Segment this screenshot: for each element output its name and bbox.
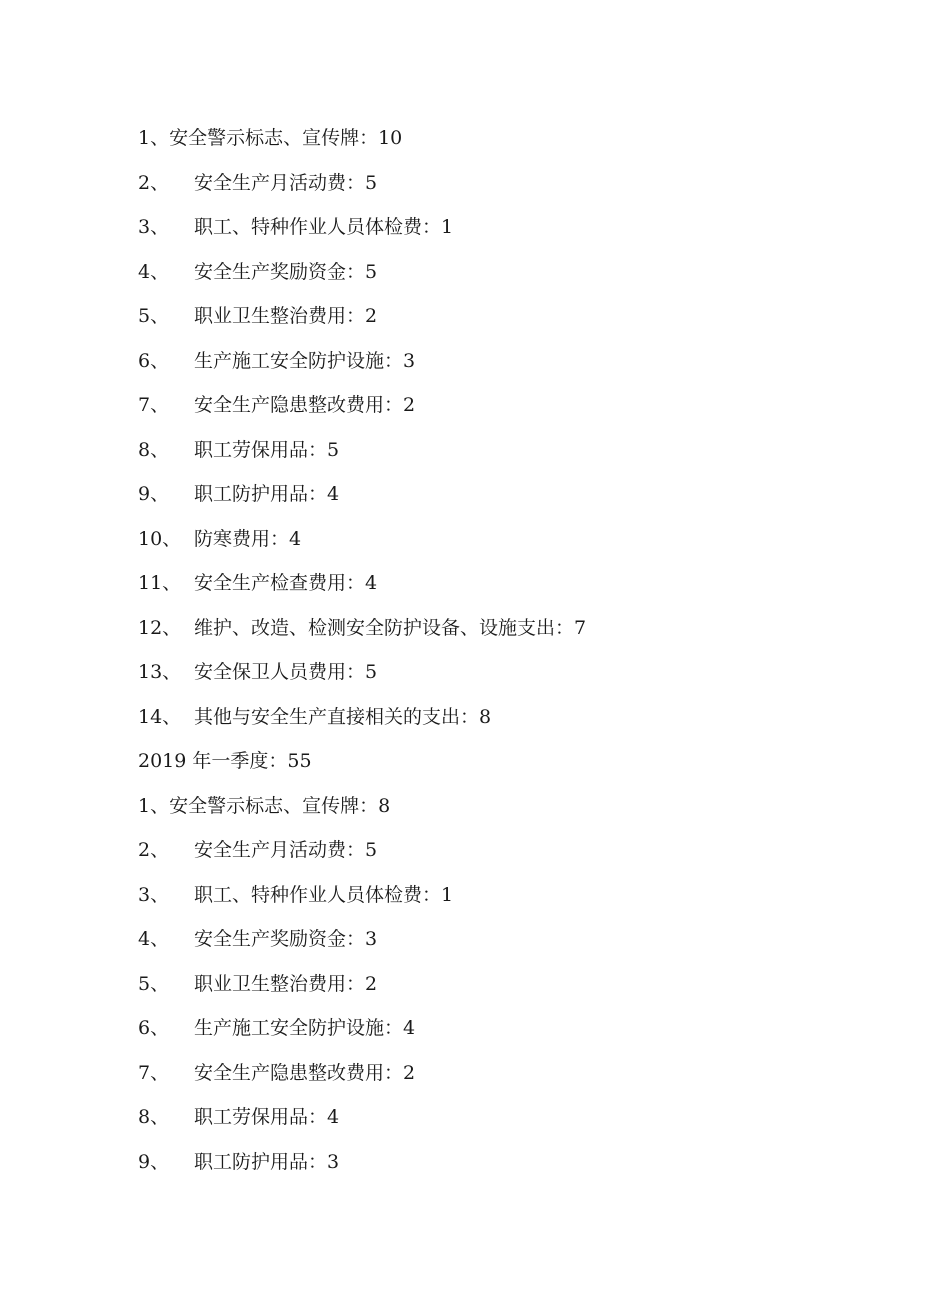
expense-list-item — [138, 161, 586, 206]
expense-list-item — [138, 294, 586, 339]
expense-item-list — [138, 116, 586, 1184]
item-text: 职工、特种作业人员体检费：1 — [194, 216, 454, 239]
expense-list-item — [138, 828, 586, 873]
item-number: 9、 — [138, 1150, 170, 1173]
expense-list-item — [138, 383, 586, 428]
item-number: 3、 — [138, 883, 170, 906]
item-text: 职业卫生整治费用：2 — [194, 972, 378, 995]
item-number: 7、 — [138, 394, 170, 417]
item-text: 维护、改造、检测安全防护设备、设施支出：7 — [194, 616, 587, 639]
item-text: 安全警示标志、宣传牌：8 — [169, 794, 391, 817]
item-text: 安全生产奖励资金：3 — [194, 928, 378, 951]
item-text: 生产施工安全防护设施：4 — [194, 1017, 416, 1040]
item-number: 6、 — [138, 349, 170, 372]
item-number: 1、 — [138, 794, 170, 817]
item-text: 职工劳保用品：4 — [194, 1106, 340, 1129]
item-number: 10、 — [138, 527, 182, 550]
item-number: 13、 — [138, 661, 182, 684]
expense-list-item — [138, 205, 586, 250]
item-text: 安全生产检查费用：4 — [194, 572, 378, 595]
item-text: 职工劳保用品：5 — [194, 438, 340, 461]
item-number: 2、 — [138, 171, 170, 194]
expense-list-item — [138, 116, 586, 161]
item-text: 职工、特种作业人员体检费：1 — [194, 883, 454, 906]
expense-list-item — [138, 1051, 586, 1096]
expense-list-item — [138, 1095, 586, 1140]
expense-list-item — [138, 784, 586, 829]
item-text: 职工防护用品：4 — [194, 483, 340, 506]
item-number: 8、 — [138, 438, 170, 461]
item-text: 职工防护用品：3 — [194, 1150, 340, 1173]
item-text: 防寒费用：4 — [194, 527, 302, 550]
item-number: 11、 — [138, 572, 182, 595]
expense-list-item — [138, 962, 586, 1007]
item-text: 安全警示标志、宣传牌：10 — [169, 127, 403, 150]
item-text: 安全生产奖励资金：5 — [194, 260, 378, 283]
expense-list-item — [138, 1140, 586, 1185]
expense-list-item — [138, 695, 586, 740]
item-text: 安全生产月活动费：5 — [194, 839, 378, 862]
item-number: 7、 — [138, 1061, 170, 1084]
item-text: 职业卫生整治费用：2 — [194, 305, 378, 328]
expense-list-item — [138, 472, 586, 517]
item-number: 5、 — [138, 305, 170, 328]
item-number: 12、 — [138, 616, 182, 639]
item-number: 6、 — [138, 1017, 170, 1040]
expense-list-item — [138, 606, 586, 651]
item-text: 安全生产隐患整改费用：2 — [194, 1061, 416, 1084]
item-number: 14、 — [138, 705, 182, 728]
expense-list-item — [138, 250, 586, 295]
item-text: 安全保卫人员费用：5 — [194, 661, 378, 684]
item-number: 1、 — [138, 127, 170, 150]
expense-list-item — [138, 561, 586, 606]
expense-list-item — [138, 428, 586, 473]
item-number: 5、 — [138, 972, 170, 995]
expense-list-item — [138, 650, 586, 695]
item-text: 其他与安全生产直接相关的支出：8 — [194, 705, 492, 728]
expense-list-item — [138, 1006, 586, 1051]
item-text: 安全生产隐患整改费用：2 — [194, 394, 416, 417]
expense-list-item — [138, 917, 586, 962]
item-number: 8、 — [138, 1106, 170, 1129]
item-number: 2、 — [138, 839, 170, 862]
section-heading-text: 2019 年一季度：55 — [138, 750, 312, 773]
item-text: 生产施工安全防护设施：3 — [194, 349, 416, 372]
expense-list-item — [138, 873, 586, 918]
section-heading — [138, 739, 586, 784]
expense-list-item — [138, 517, 586, 562]
item-number: 4、 — [138, 928, 170, 951]
expense-list-item — [138, 339, 586, 384]
item-text: 安全生产月活动费：5 — [194, 171, 378, 194]
item-number: 9、 — [138, 483, 170, 506]
item-number: 4、 — [138, 260, 170, 283]
item-number: 3、 — [138, 216, 170, 239]
